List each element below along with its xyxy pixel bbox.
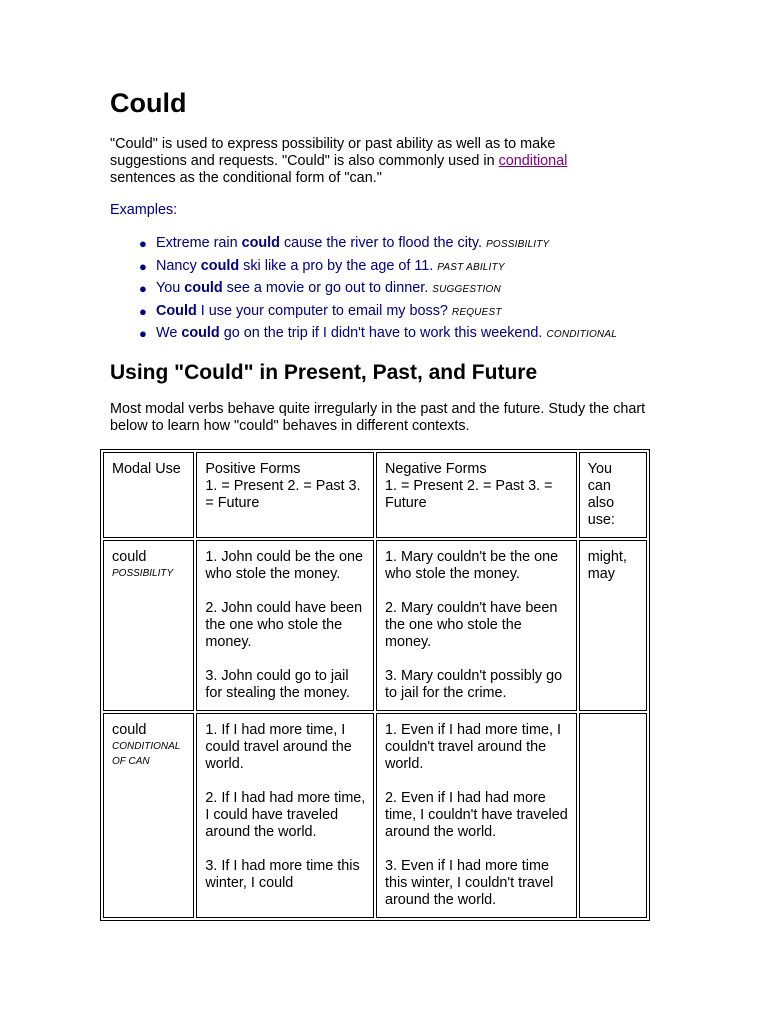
example-keyword: could	[184, 280, 223, 297]
example-text: You	[156, 280, 185, 297]
intro-text-before: "Could" is used to express possibility or past ability as well as to make suggestions and requests. "Could" is also commonly used in	[110, 136, 556, 169]
header-positive-legend: 1. = Present 2. = Past 3. = Future	[205, 478, 361, 511]
positive-past: 2. If I had had more time, I could have traveled around the world.	[205, 790, 366, 840]
bullet-icon: ●	[139, 258, 147, 274]
section-paragraph: Most modal verbs behave quite irregularly in the past and the future. Study the chart below to learn how "could" behaves in different contexts.	[110, 400, 646, 434]
conditional-link[interactable]: conditional	[498, 153, 568, 169]
positive-present: 1. John could be the one who stole the money.	[205, 549, 363, 582]
negative-past: 2. Even if I had had more time, I couldn't have traveled around the world.	[384, 790, 568, 840]
example-tag: SUGGESTION	[432, 284, 501, 296]
header-negative-title: Negative Forms	[384, 461, 487, 477]
header-also-use-label: You can also use:	[587, 461, 615, 528]
cell-modal-use	[103, 713, 194, 918]
negative-future: 3. Even if I had more time this winter, I couldn't travel around the world.	[384, 858, 554, 908]
bullet-icon: ●	[139, 326, 147, 342]
modal-use-tag: POSSIBILITY	[112, 568, 174, 579]
positive-future: 3. John could go to jail for stealing the money.	[205, 668, 350, 701]
document-page	[110, 84, 655, 435]
header-positive-forms	[196, 452, 374, 538]
cell-also-use	[579, 713, 647, 918]
header-also-use	[579, 452, 647, 538]
example-text: cause the river to flood the city.	[279, 235, 487, 251]
modal-use-tag: CONDITIONAL OF CAN	[112, 741, 181, 767]
example-text: Extreme rain	[156, 235, 242, 251]
bullet-icon: ●	[139, 236, 147, 251]
example-tag: PAST ABILITY	[437, 261, 505, 273]
cell-negative-forms	[376, 540, 577, 711]
table-row	[103, 540, 647, 711]
example-tag: POSSIBILITY	[486, 239, 550, 250]
negative-present: 1. Mary couldn't be the one who stole the money.	[384, 549, 559, 582]
examples-list	[110, 233, 655, 346]
header-modal-use-label: Modal Use	[112, 461, 181, 477]
also-use-value: might, may	[587, 549, 627, 582]
example-text: see a movie or go out to dinner.	[222, 280, 433, 297]
modal-verb: could	[112, 549, 147, 565]
intro-paragraph	[110, 136, 610, 187]
example-text: We	[156, 325, 182, 342]
example-keyword: could	[200, 257, 240, 274]
example-tag: CONDITIONAL	[546, 329, 617, 341]
header-modal-use	[103, 452, 194, 538]
table-header-row	[103, 452, 647, 538]
list-item	[139, 256, 655, 279]
table-row	[103, 713, 647, 918]
positive-present: 1. If I had more time, I could travel around the world.	[205, 722, 352, 772]
list-item	[139, 278, 655, 301]
bullet-icon: ●	[139, 303, 147, 319]
example-text: ski like a pro by the age of 11.	[239, 257, 438, 274]
modal-forms-table	[100, 449, 650, 921]
bullet-icon: ●	[139, 281, 147, 297]
header-positive-title: Positive Forms	[205, 461, 301, 477]
cell-positive-forms	[196, 540, 374, 711]
list-item	[139, 301, 655, 324]
example-tag: REQUEST	[451, 306, 502, 318]
cell-positive-forms	[196, 713, 374, 918]
example-text: I use your computer to email my boss?	[196, 302, 452, 319]
negative-present: 1. Even if I had more time, I couldn't travel around the world.	[384, 722, 561, 772]
cell-also-use	[579, 540, 647, 711]
example-keyword: Could	[156, 302, 197, 319]
header-negative-forms	[376, 452, 577, 538]
positive-past: 2. John could have been the one who stole the money.	[205, 600, 363, 650]
example-text: Nancy	[156, 257, 201, 274]
list-item	[139, 233, 655, 256]
example-keyword: could	[241, 235, 280, 251]
example-keyword: could	[181, 325, 220, 342]
section-heading: Using "Could" in Present, Past, and Future	[110, 360, 538, 384]
examples-label: Examples:	[110, 202, 178, 218]
cell-negative-forms	[376, 713, 577, 918]
page-title: Could	[110, 88, 187, 118]
negative-future: 3. Mary couldn't possibly go to jail for the crime.	[384, 668, 563, 701]
cell-modal-use	[103, 540, 194, 711]
header-negative-legend: 1. = Present 2. = Past 3. = Future	[384, 478, 553, 511]
list-item	[139, 323, 655, 346]
intro-text-after: sentences as the conditional form of "can."	[110, 170, 382, 186]
negative-past: 2. Mary couldn't have been the one who stole the money.	[384, 600, 558, 650]
modal-verb: could	[112, 722, 147, 738]
example-text: go on the trip if I didn't have to work this weekend.	[219, 325, 547, 342]
positive-future: 3. If I had more time this winter, I could	[205, 858, 360, 891]
